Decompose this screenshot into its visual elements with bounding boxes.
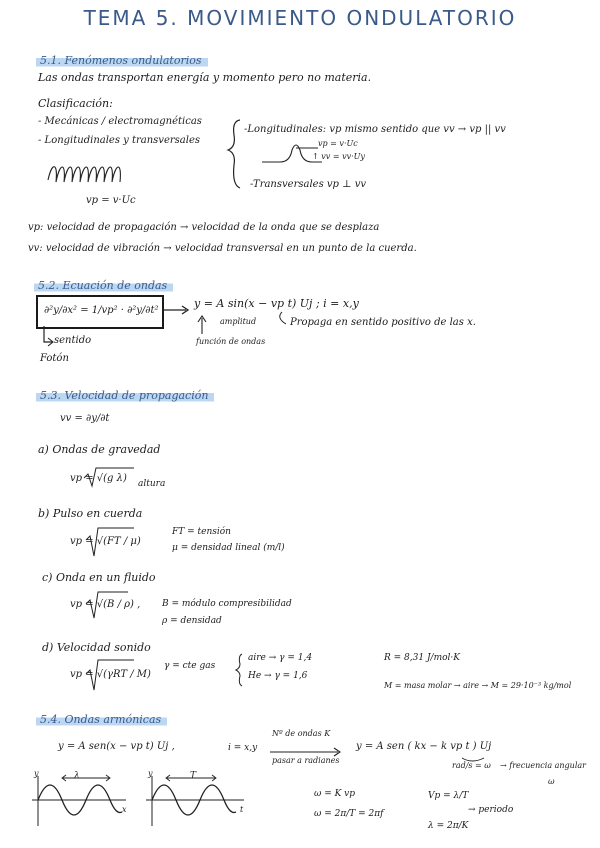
freq-label: → frecuencia angular bbox=[500, 761, 586, 770]
longitudinal-text: -Longitudinales: vp mismo sentido que vv → vp || vv bbox=[244, 124, 506, 135]
label-a: a) Ondas de gravedad bbox=[38, 443, 161, 456]
classification-label: Clasificación: bbox=[38, 97, 113, 110]
brace-icon bbox=[228, 120, 240, 188]
funcion-label: función de ondas bbox=[196, 337, 266, 346]
harmonic-eq-2: y = A sen ( kx − k vp t ) Uj bbox=[356, 741, 492, 752]
lambda-eq: λ = 2π/K bbox=[428, 821, 469, 831]
sentido-label: sentido bbox=[54, 335, 92, 346]
longitudinal-eq-1: vp = v·Uc bbox=[318, 139, 358, 148]
amplitud-label: amplitud bbox=[220, 317, 257, 326]
equation-b: vp = √(FT / μ) bbox=[70, 536, 141, 547]
label-d: d) Velocidad sonido bbox=[42, 641, 151, 654]
omega-eq-2: ω = 2π/T = 2πf bbox=[314, 809, 384, 819]
vv-equation: vv = ∂y/∂t bbox=[60, 413, 110, 424]
note-c-1: B = módulo compresibilidad bbox=[162, 599, 292, 609]
periodo-label: → periodo bbox=[468, 805, 514, 815]
x-axis-label: x bbox=[122, 805, 127, 814]
arrow-bottom-text: pasar a radianes bbox=[272, 756, 340, 765]
longitudinal-eq-2: ↑ vv = vv·Uy bbox=[312, 152, 365, 161]
foton-label: Fotón bbox=[40, 353, 69, 364]
section-heading-5-3: 5.3. Velocidad de propagación bbox=[36, 388, 214, 403]
note-a: altura bbox=[138, 479, 166, 489]
note-d-aire: aire → γ = 1,4 bbox=[248, 653, 313, 663]
lambda-label: λ bbox=[74, 771, 80, 781]
section-heading-5-4: 5.4. Ondas armónicas bbox=[36, 712, 167, 727]
equation-c: vp = √(B / ρ) , bbox=[70, 599, 141, 610]
period-label: T bbox=[190, 771, 197, 781]
page-title: TEMA 5. MOVIMIENTO ONDULATORIO bbox=[83, 6, 517, 30]
note-d-he: He → γ = 1,6 bbox=[248, 671, 308, 681]
arrow-top-text: Nº de ondas K bbox=[272, 729, 331, 738]
harmonic-eq-1: y = A sen(x − vp t) Uj , bbox=[58, 741, 175, 752]
label-c: c) Onda en un fluido bbox=[42, 571, 156, 584]
transversal-text: -Transversales vp ⊥ vv bbox=[250, 179, 366, 190]
propaga-text: Propaga en sentido positivo de las x. bbox=[290, 317, 476, 328]
definition-vp: vp: velocidad de propagación → velocidad de la onda que se desplaza bbox=[28, 222, 380, 233]
label-b: b) Pulso en cuerda bbox=[38, 507, 143, 520]
wave-function: y = A sin(x − vp t) Uj ; i = x,y bbox=[194, 297, 359, 310]
vp-equation: vp = v·Uc bbox=[86, 195, 136, 206]
note-d-gamma: γ = cte gas bbox=[164, 661, 216, 671]
classification-item-1: - Mecánicas / electromagnéticas bbox=[38, 116, 202, 127]
note-c-2: ρ = densidad bbox=[162, 616, 222, 626]
vp-lambda-eq: Vp = λ/T bbox=[428, 791, 469, 801]
definition-vv: vv: velocidad de vibración → velocidad transversal en un punto de la cuerda. bbox=[28, 243, 417, 254]
note-b-2: μ = densidad lineal (m/l) bbox=[172, 543, 285, 553]
omega-label: ω bbox=[548, 777, 555, 786]
equation-a: vp = √(g λ) bbox=[70, 473, 127, 484]
section-heading-5-1: 5.1. Fenómenos ondulatorios bbox=[36, 53, 208, 68]
t-axis-label: t bbox=[240, 805, 244, 814]
note-d-R: R = 8,31 J/mol·K bbox=[384, 653, 460, 663]
harmonic-i: i = x,y bbox=[228, 743, 258, 753]
intro-text: Las ondas transportan energía y momento pero no materia. bbox=[38, 71, 372, 84]
note-b-1: FT = tensión bbox=[172, 527, 231, 537]
classification-item-2: - Longitudinales y transversales bbox=[38, 135, 200, 146]
y-axis-label-2: y bbox=[148, 769, 153, 778]
rad-label: rad/s = ω bbox=[452, 761, 491, 770]
wave-equation: ∂²y/∂x² = 1/vp² · ∂²y/∂t² bbox=[44, 305, 159, 316]
y-axis-label-1: y bbox=[34, 769, 39, 778]
note-d-M: M = masa molar → aire → M = 29·10⁻³ kg/mol bbox=[384, 681, 572, 690]
spring-icon bbox=[48, 167, 120, 182]
omega-eq-1: ω = K vp bbox=[314, 789, 356, 799]
section-heading-5-2: 5.2. Ecuación de ondas bbox=[34, 278, 173, 293]
equation-d: vp = √(γRT / M) bbox=[70, 669, 151, 680]
